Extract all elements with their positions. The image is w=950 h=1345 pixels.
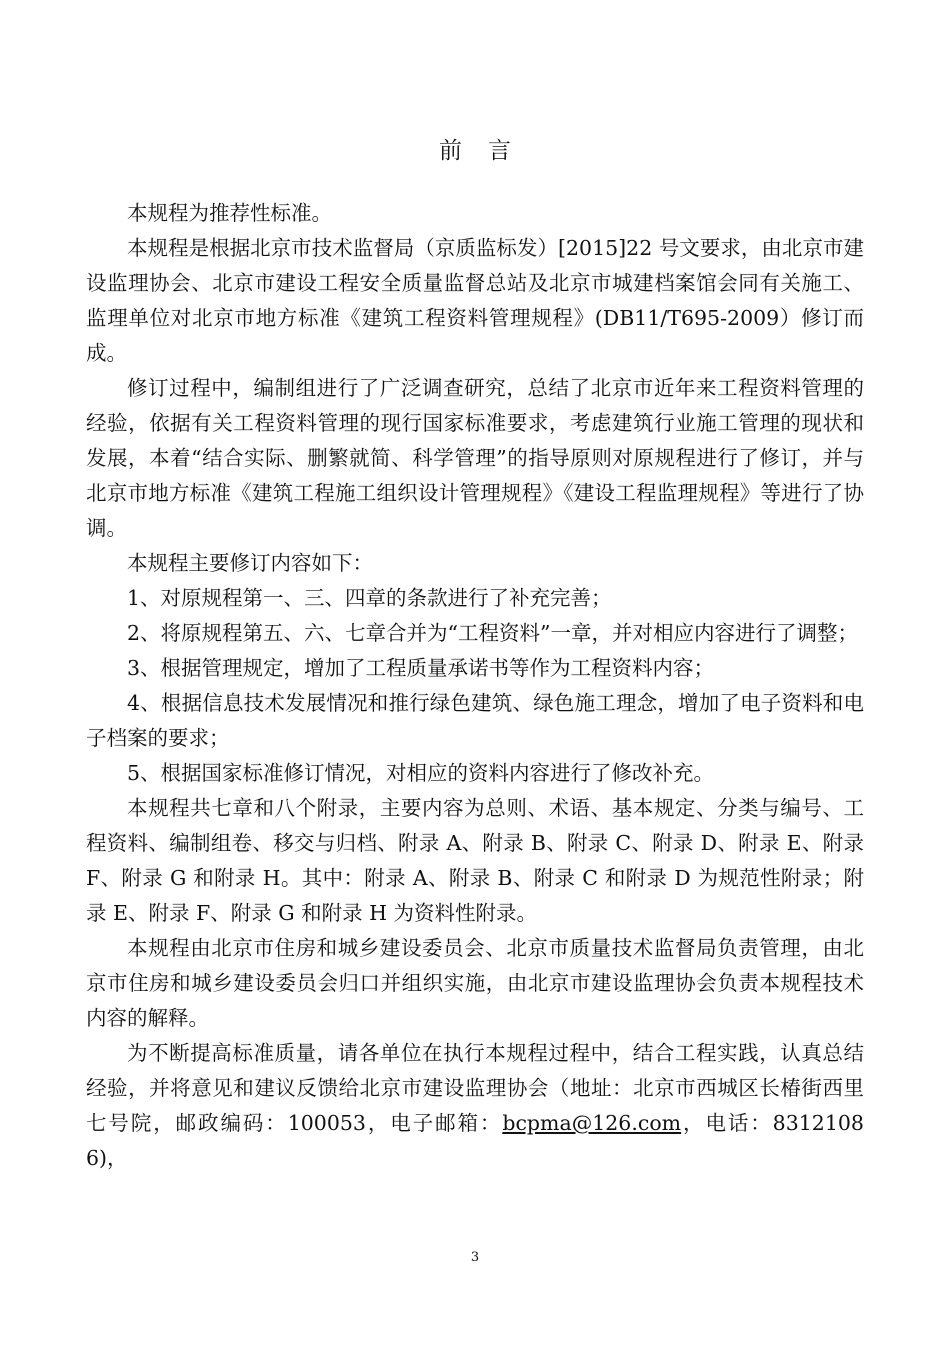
list-item-revision-2: 2、将原规程第五、六、七章合并为“工程资料”一章，并对相应内容进行了调整； xyxy=(127,621,859,645)
list-item-revision-3: 3、根据管理规定，增加了工程质量承诺书等作为工程资料内容； xyxy=(127,656,715,680)
paragraph-revision-intro: 本规程主要修订内容如下： xyxy=(127,551,373,575)
title-char-2: 言 xyxy=(488,138,511,164)
paragraph-structure: 本规程共七章和八个附录，主要内容为总则、术语、基本规定、分类与编号、工程资料、编制组卷、移交与归档、附录 A、附录 B、附录 C、附录 D、附录 E、附录 F、附录 G 和附录 H。其中：附录 A、附录 B、附录 C 和附录 D 为规范性附录；附录 E、附录 F、附录 G 和附录 H 为资料性附录。 xyxy=(86,796,864,925)
page-number: 3 xyxy=(470,1250,480,1265)
preface-body xyxy=(86,196,864,1176)
list-item-revision-4: 4、根据信息技术发展情况和推行绿色建筑、绿色施工理念，增加了电子资料和电子档案的要求； xyxy=(86,691,864,750)
feedback-phone-text: ，电话：83121086)， xyxy=(86,1111,864,1170)
paragraph-standard-type: 本规程为推荐性标准。 xyxy=(127,201,332,225)
paragraph-revision-process: 修订过程中，编制组进行了广泛调查研究，总结了北京市近年来工程资料管理的经验，依据有关工程资料管理的现行国家标准要求，考虑建筑行业施工管理的现状和发展，本着“结合实际、删繁就简、科学管理”的指导原则对原规程进行了修订，并与北京市地方标准《建筑工程施工组织设计管理规程》《建设工程监理规程》等进行了协调。 xyxy=(86,376,864,540)
email-link[interactable]: bcpma@126.com xyxy=(502,1111,682,1135)
paragraph-feedback xyxy=(86,1036,864,1176)
list-item-revision-1: 1、对原规程第一、三、四章的条款进行了补充完善； xyxy=(127,586,612,610)
title-char-1: 前 xyxy=(439,138,462,164)
paragraph-management: 本规程由北京市住房和城乡建设委员会、北京市质量技术监督局负责管理，由北京市住房和城乡建设委员会归口并组织实施，由北京市建设监理协会负责本规程技术内容的解释。 xyxy=(86,936,864,1030)
paragraph-origin: 本规程是根据北京市技术监督局（京质监标发）[2015]22 号文要求，由北京市建设监理协会、北京市建设工程安全质量监督总站及北京市城建档案馆会同有关施工、监理单位对北京市地方标准《建筑工程资料管理规程》(DB11/T695-2009）修订而成。 xyxy=(86,236,864,365)
list-item-revision-5: 5、根据国家标准修订情况，对相应的资料内容进行了修改补充。 xyxy=(127,761,715,785)
feedback-text: 为不断提高标准质量，请各单位在执行本规程过程中，结合工程实践，认真总结经验，并将意见和建议反馈给北京市建设监理协会（地址：北京市西城区长椿街西里七号院，邮政编码：100053，电子邮箱： xyxy=(86,1041,864,1135)
page-title xyxy=(0,131,950,171)
